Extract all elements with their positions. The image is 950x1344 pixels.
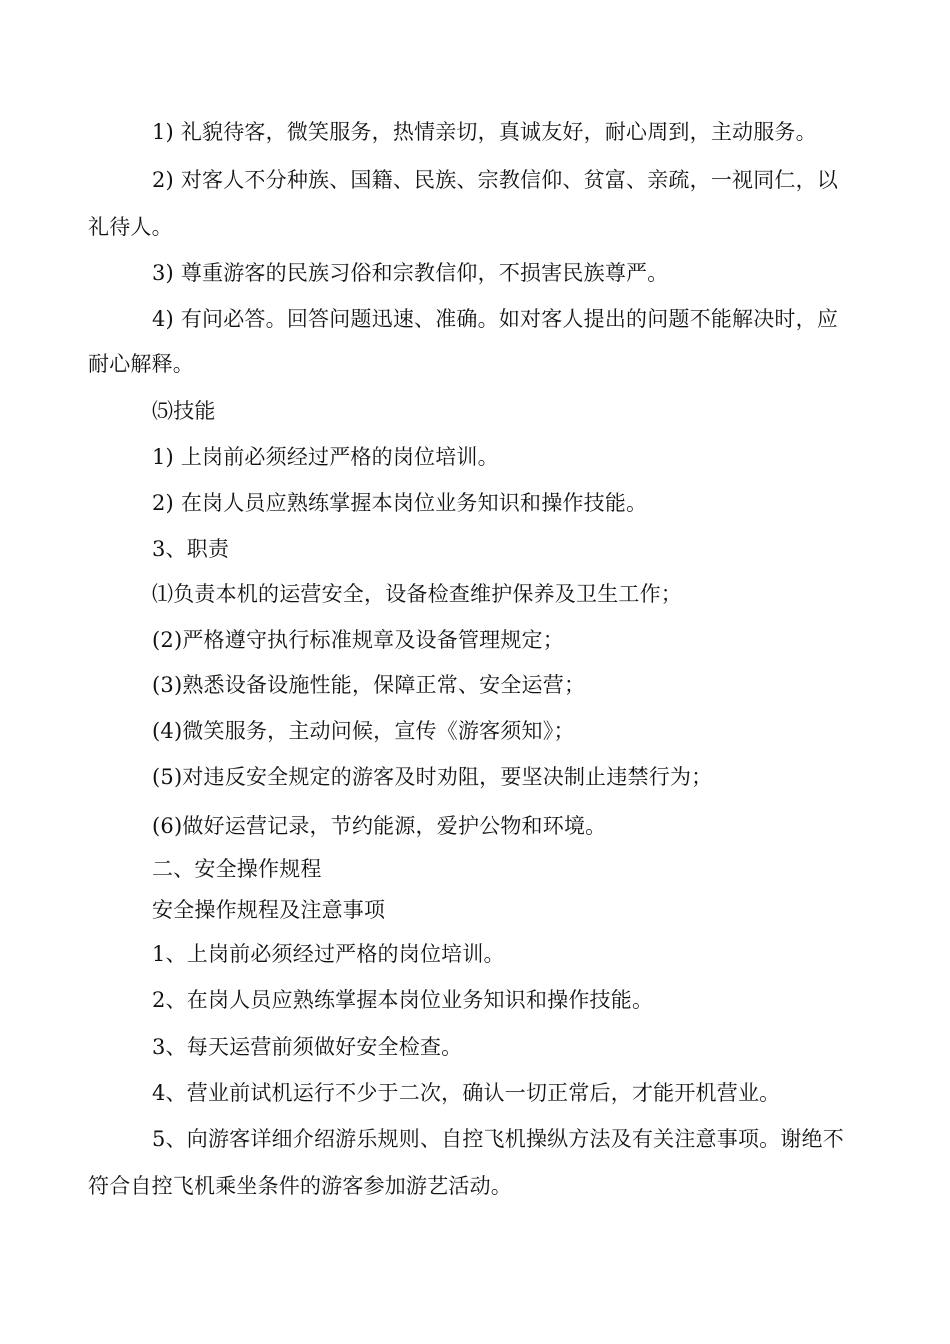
safety-rule-1: 1、上岗前必须经过严格的岗位培训。 (152, 942, 505, 966)
duty-1: ⑴负责本机的运营安全，设备检查维护保养及卫生工作； (152, 582, 682, 606)
service-rule-1: 1) 礼貌待客，微笑服务，热情亲切，真诚友好，耐心周到，主动服务。 (152, 120, 817, 144)
service-rule-2: 2) 对客人不分种族、国籍、民族、宗教信仰、贫富、亲疏，一视同仁，以 (152, 168, 839, 192)
safety-rule-4: 4、营业前试机运行不少于二次，确认一切正常后，才能开机营业。 (152, 1081, 781, 1105)
service-rule-4: 4) 有问必答。回答问题迅速、准确。如对客人提出的问题不能解决时，应 (152, 307, 839, 331)
service-rule-3: 3) 尊重游客的民族习俗和宗教信仰，不损害民族尊严。 (152, 261, 669, 285)
service-rule-2-continued: 礼待人。 (88, 215, 173, 239)
duty-6: (6)做好运营记录，节约能源，爱护公物和环境。 (152, 814, 607, 838)
service-rule-4-continued: 耐心解释。 (88, 352, 194, 376)
duty-2: (2)严格遵守执行标准规章及设备管理规定； (152, 628, 564, 652)
skills-heading: ⑸技能 (152, 399, 216, 423)
duty-4: (4)微笑服务，主动问候，宣传《游客须知》； (152, 719, 575, 743)
skills-rule-2: 2) 在岗人员应熟练掌握本岗位业务知识和操作技能。 (152, 491, 648, 515)
safety-rule-3: 3、每天运营前须做好安全检查。 (152, 1035, 463, 1059)
duty-3: (3)熟悉设备设施性能，保障正常、安全运营； (152, 673, 586, 697)
safety-subheading: 安全操作规程及注意事项 (152, 898, 386, 922)
duty-5: (5)对违反安全规定的游客及时劝阻，要坚决制止违禁行为； (152, 765, 713, 789)
section-two-heading: 二、安全操作规程 (152, 857, 322, 881)
safety-rule-5: 5、向游客详细介绍游乐规则、自控飞机操纵方法及有关注意事项。谢绝不 (152, 1127, 844, 1151)
skills-rule-1: 1) 上岗前必须经过严格的岗位培训。 (152, 445, 499, 469)
safety-rule-2: 2、在岗人员应熟练掌握本岗位业务知识和操作技能。 (152, 988, 654, 1012)
duties-heading: 3、职责 (152, 537, 230, 561)
safety-rule-5-continued: 符合自控飞机乘坐条件的游客参加游艺活动。 (88, 1174, 512, 1198)
